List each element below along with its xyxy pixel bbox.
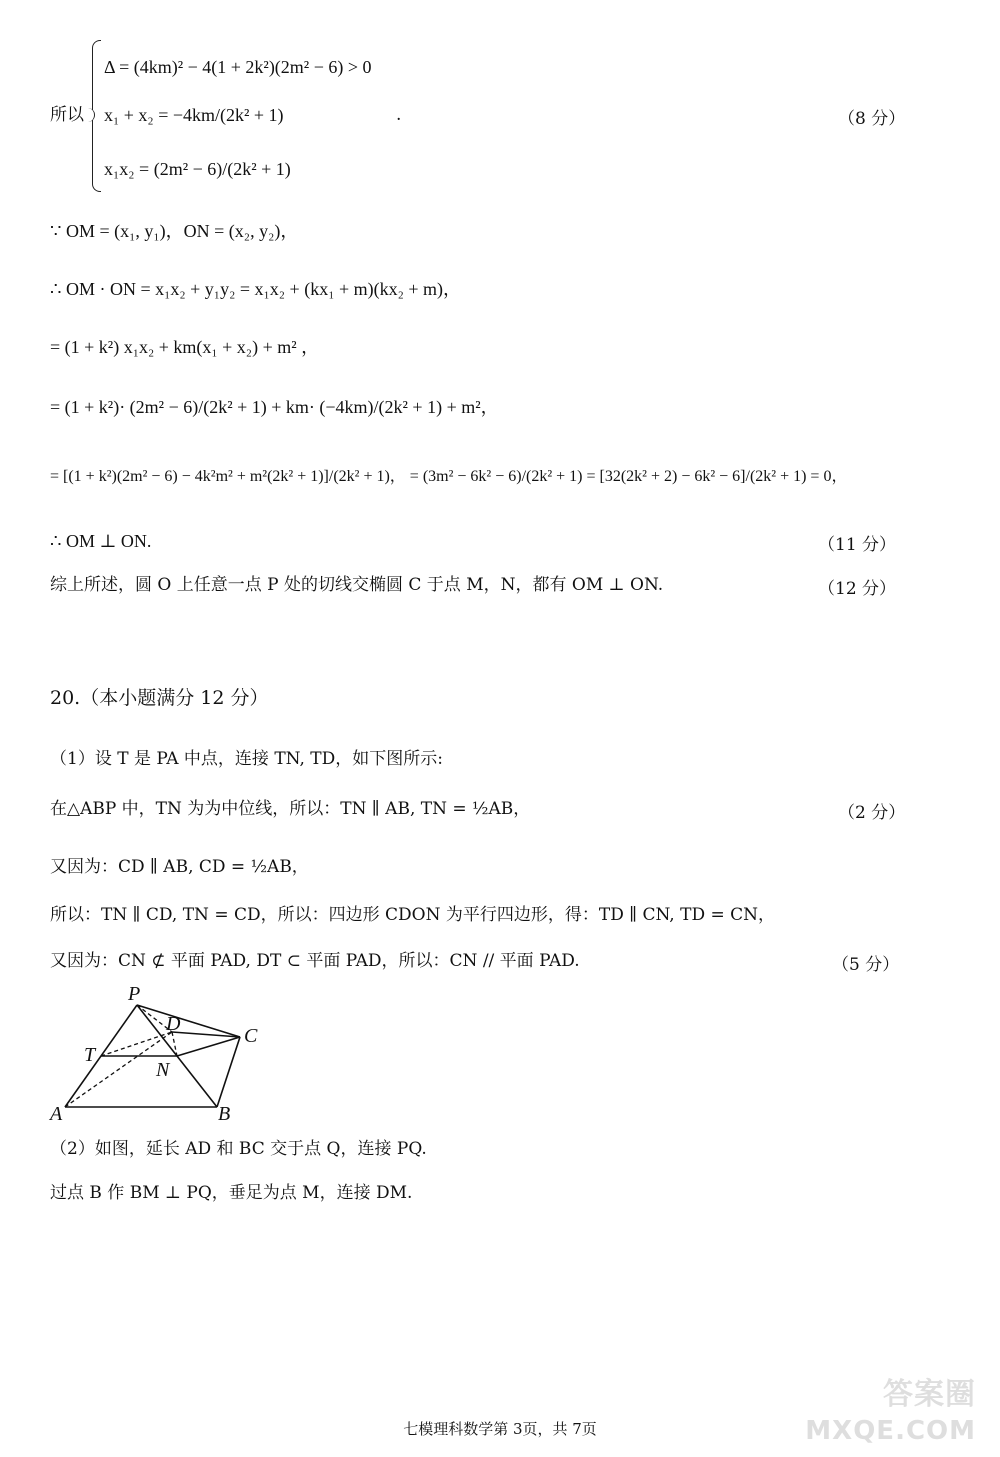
q20-heading: 20.（本小题满分 12 分）	[50, 687, 269, 709]
watermark-line1: 答案圈	[883, 1377, 976, 1412]
score-11: （11 分）	[818, 535, 897, 555]
line-expand: = (1 + k²) x₁x₂ + km(x₁ + x₂) + m² ，	[50, 337, 320, 357]
page-footer: 七模理科数学第 3页，共 7页	[403, 1420, 597, 1438]
system-prefix: 所以	[50, 105, 84, 125]
q20-midline: 在△ABP 中，TN 为为中位线，所以：TN ∥ AB, TN = ½AB，	[50, 799, 531, 819]
line-vectors: ∵ OM = (x₁, y₁)，ON = (x₂, y₂)，	[50, 221, 299, 241]
q20-part2-intro: （2）如图，延长 AD 和 BC 交于点 Q，连接 PQ.	[50, 1139, 427, 1159]
line-dot-product: ∴ OM · ON = x₁x₂ + y₁y₂ = x₁x₂ + (kx₁ + m)(kx₂ + m)，	[50, 279, 462, 299]
score-2: （2 分）	[838, 803, 906, 823]
label-P: P	[128, 983, 141, 1005]
system-dot: .	[396, 105, 402, 125]
q20-cd-parallel: 又因为：CD ∥ AB, CD = ½AB，	[50, 857, 309, 877]
label-T: T	[84, 1044, 96, 1066]
score-5: （5 分）	[832, 955, 900, 975]
score-8: （8 分）	[838, 109, 906, 129]
q20-parallelogram: 所以：TN ∥ CD, TN = CD，所以：四边形 CDON 为平行四边形，得：TD ∥ CN, TD = CN，	[50, 905, 776, 925]
label-D: D	[166, 1013, 181, 1035]
q20-part1-intro: （1）设 T 是 PA 中点，连接 TN, TD，如下图所示:	[50, 749, 443, 769]
edge-NC	[177, 1037, 240, 1056]
system-eq-discriminant: Δ = (4km)² − 4(1 + 2k²)(2m² − 6) > 0	[104, 57, 372, 77]
system-eq-sum: x₁ + x₂ = −4km/(2k² + 1)	[104, 105, 284, 125]
system-eq-product: x₁x₂ = (2m² − 6)/(2k² + 1)	[104, 159, 291, 179]
line-simplify: = [(1 + k²)(2m² − 6) − 4k²m² + m²(2k² + 1)]/(2k² + 1)， = (3m² − 6k² − 6)/(2k² + 1) = [32(2k² + 2) − 6k² − 6]/(2k² + 1) = 0，	[50, 468, 848, 485]
edge-TD	[101, 1032, 172, 1056]
edge-BC	[217, 1037, 240, 1107]
pyramid-figure	[40, 980, 280, 1125]
q20-perpendicular: 过点 B 作 BM ⊥ PQ，垂足为点 M，连接 DM.	[50, 1183, 413, 1203]
line-conclusion-perp: ∴ OM ⊥ ON.	[50, 531, 152, 551]
watermark-logo	[805, 1377, 976, 1449]
label-B: B	[218, 1103, 231, 1125]
score-12: （12 分）	[818, 579, 897, 599]
line-summary: 综上所述，圆 O 上任意一点 P 处的切线交椭圆 C 于点 M，N，都有 OM ⊥ ON.	[50, 575, 664, 595]
watermark-line2: MXQE.COM	[805, 1416, 976, 1446]
edge-PC	[137, 1005, 240, 1037]
q20-cn-parallel-plane: 又因为：CN ⊄ 平面 PAD, DT ⊂ 平面 PAD，所以：CN // 平面 PAD.	[50, 951, 580, 971]
label-C: C	[244, 1025, 258, 1047]
label-A: A	[50, 1103, 63, 1125]
label-N: N	[156, 1059, 170, 1081]
line-substitute: = (1 + k²)· (2m² − 6)/(2k² + 1) + km· (−4km)/(2k² + 1) + m²，	[50, 397, 499, 417]
